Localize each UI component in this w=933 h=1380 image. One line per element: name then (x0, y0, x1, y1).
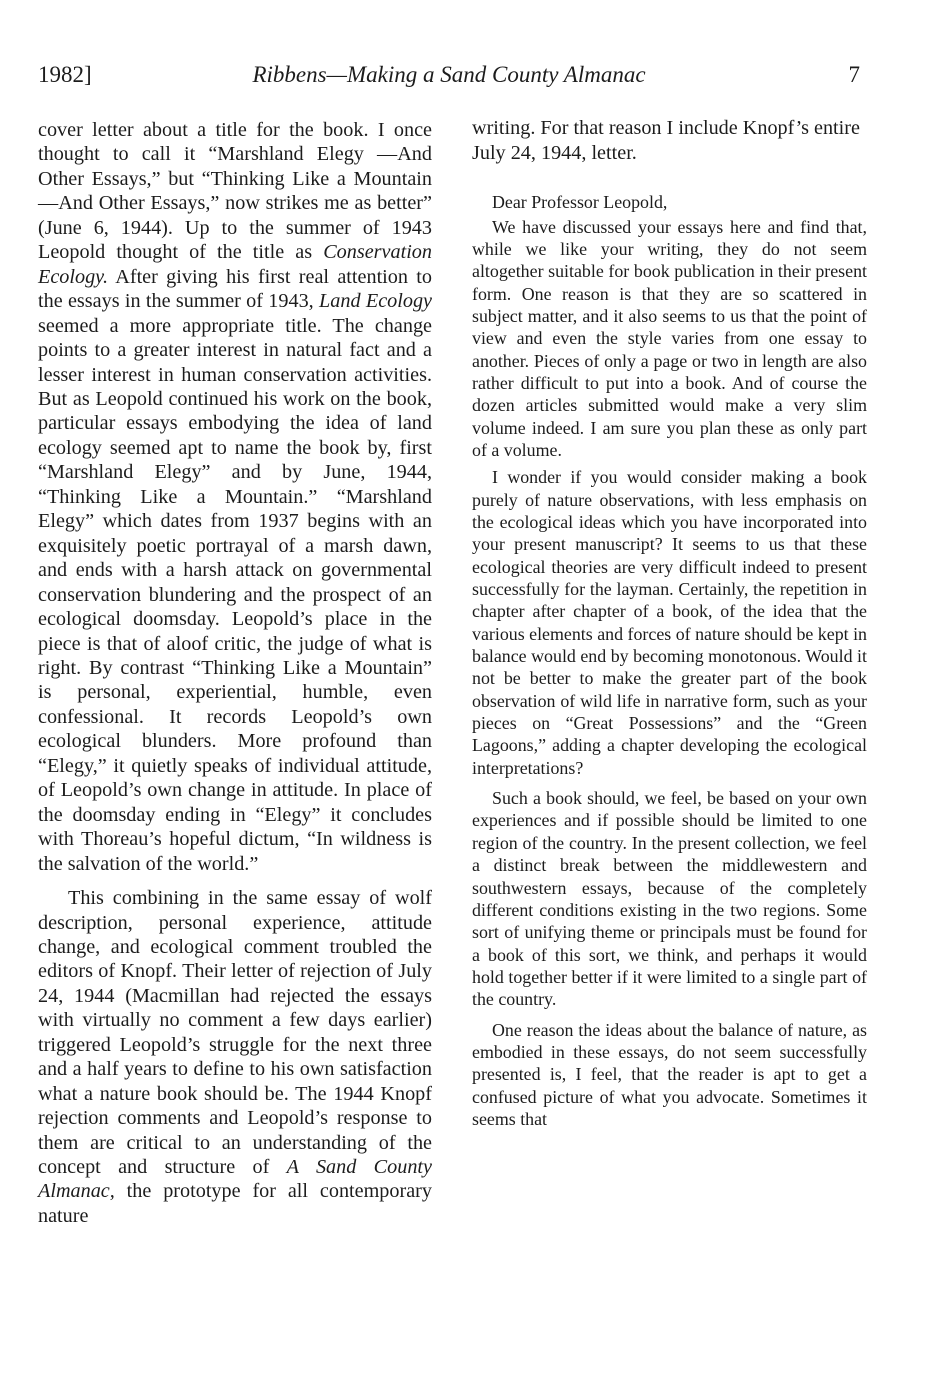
body-paragraph-continued: writing. For that reason I include Knopf’s entire July 24, 1944, letter. (472, 117, 860, 164)
body-paragraph-2 (38, 886, 432, 1228)
p2-italic-book-title: A Sand County Almanac, (38, 1156, 432, 1203)
p1-italic-title-1: Conservation Ecology. (38, 241, 432, 288)
running-title: Ribbens—Making a Sand County Almanac (252, 62, 646, 87)
p1-text-c: seemed a more appropriate title. The change points to a greater interest in natural fact and a lesser interest in human conservation activities. But as Leopold continued his work on the book, particular essays embodying the idea of land ecology seemed apt to name the book by, first “Marshland Elegy” and by June, 1944, “Thinking Like a Mountain.” “Marshland Elegy” which dates from 1937 begins with an exquisitely poetic portrayal of a marsh dawn, and ends with a harsh attack on governmental conservation blundering and the prospect of an ecological doomsday. Leopold’s place in the piece is that of aloof critic, the judge of what is right. By contrast “Thinking Like a Mountain” is personal, experiential, humble, even confessional. It records Leopold’s own ecological blunders. More profound than “Elegy,” it quietly speaks of individual attitude, of Leopold’s own change in attitude. In place of the doomsday ending in “Elegy” it concludes with Thoreau’s hopeful dictum, “In wildness is the salvation of the world.” (38, 314, 432, 875)
p1-italic-title-2: Land Ecology (319, 290, 433, 313)
running-header (38, 62, 860, 96)
right-column (472, 116, 867, 1130)
p2-text-a: This combining in the same essay of wolf description, personal experience, attitude change, and ecological comment troubled the editors of Knopf. Their letter of rejection of July 24, 1944 (Macmillan had rejected the essays with virtually no comment a few days earlier) triggered Leopold’s struggle for the next three and a half years to define to his own satisfaction what a nature book should be. The 1944 Knopf rejection comments and Leopold’s response to them are critical to an understanding of the concept and structure of (38, 887, 432, 1179)
quoted-letter (472, 191, 867, 1130)
letter-paragraph-2: I wonder if you would consider making a book purely of nature observations, with less emphasis on the ecological ideas which you have incorporated into your present manuscript? It seems to us that these ecological theories are very difficult indeed to present successfully for the layman. Certainly, the repetition in chapter after chapter of a book, of the idea that the various elements and forces of nature should be kept in balance would end by becoming monotonous. Would it not be better to make the greater part of the book observation of wild life in narrative form, such as your pieces on “Great Possessions” and the “Green Lagoons,” adding a chapter developing the ecological interpretations? (472, 467, 867, 778)
body-paragraph-1 (38, 118, 432, 876)
p2-text-b: the prototype for all contemporary nature (38, 1180, 432, 1227)
letter-paragraph-4: One reason the ideas about the balance of nature, as embodied in these essays, do not seem successfully presented is, I feel, that the reader is apt to get a confused picture of what you advocate. Sometimes it seems that (472, 1019, 867, 1129)
header-year: 1982] (38, 62, 92, 87)
letter-paragraph-3: Such a book should, we feel, be based on your own experiences and if possible should be limited to one region of the country. In the present collection, we feel a distinct break between the middlewestern and southwestern essays, because of the completely different conditions existing in the two regions. Some sort of unifying theme or principals must be found for a book of this sort, we think, and perhaps it would hold together better if it were limited to a single part of the country. (472, 788, 867, 1010)
p1-text-a: cover letter about a title for the book. I once thought to call it “Marshland Elegy —And Other Essays,” but “Thinking Like a Mountain—And Other Essays,” now strikes me as better” (June 6, 1944). Up to the summer of 1943 Leopold thought of the title as (38, 119, 432, 264)
letter-salutation: Dear Professor Leopold, (492, 192, 668, 213)
page-number: 7 (848, 62, 860, 87)
left-column (38, 118, 432, 1228)
letter-paragraph-1: We have discussed your essays here and find that, while we like your writing, they do not seem altogether suitable for book publication in their present form. One reason is that they are so scattered in subject matter, and it also seems to us that the point of view and even the style varies from one essay to another. Pieces of only a page or two in length are also rather difficult to put into a book. And of course the dozen articles submitted would make a very slim volume indeed. I am sure you plan these as only part of a volume. (472, 216, 867, 460)
p1-text-b: After giving his first real attention to the essays in the summer of 1943, (38, 265, 432, 313)
